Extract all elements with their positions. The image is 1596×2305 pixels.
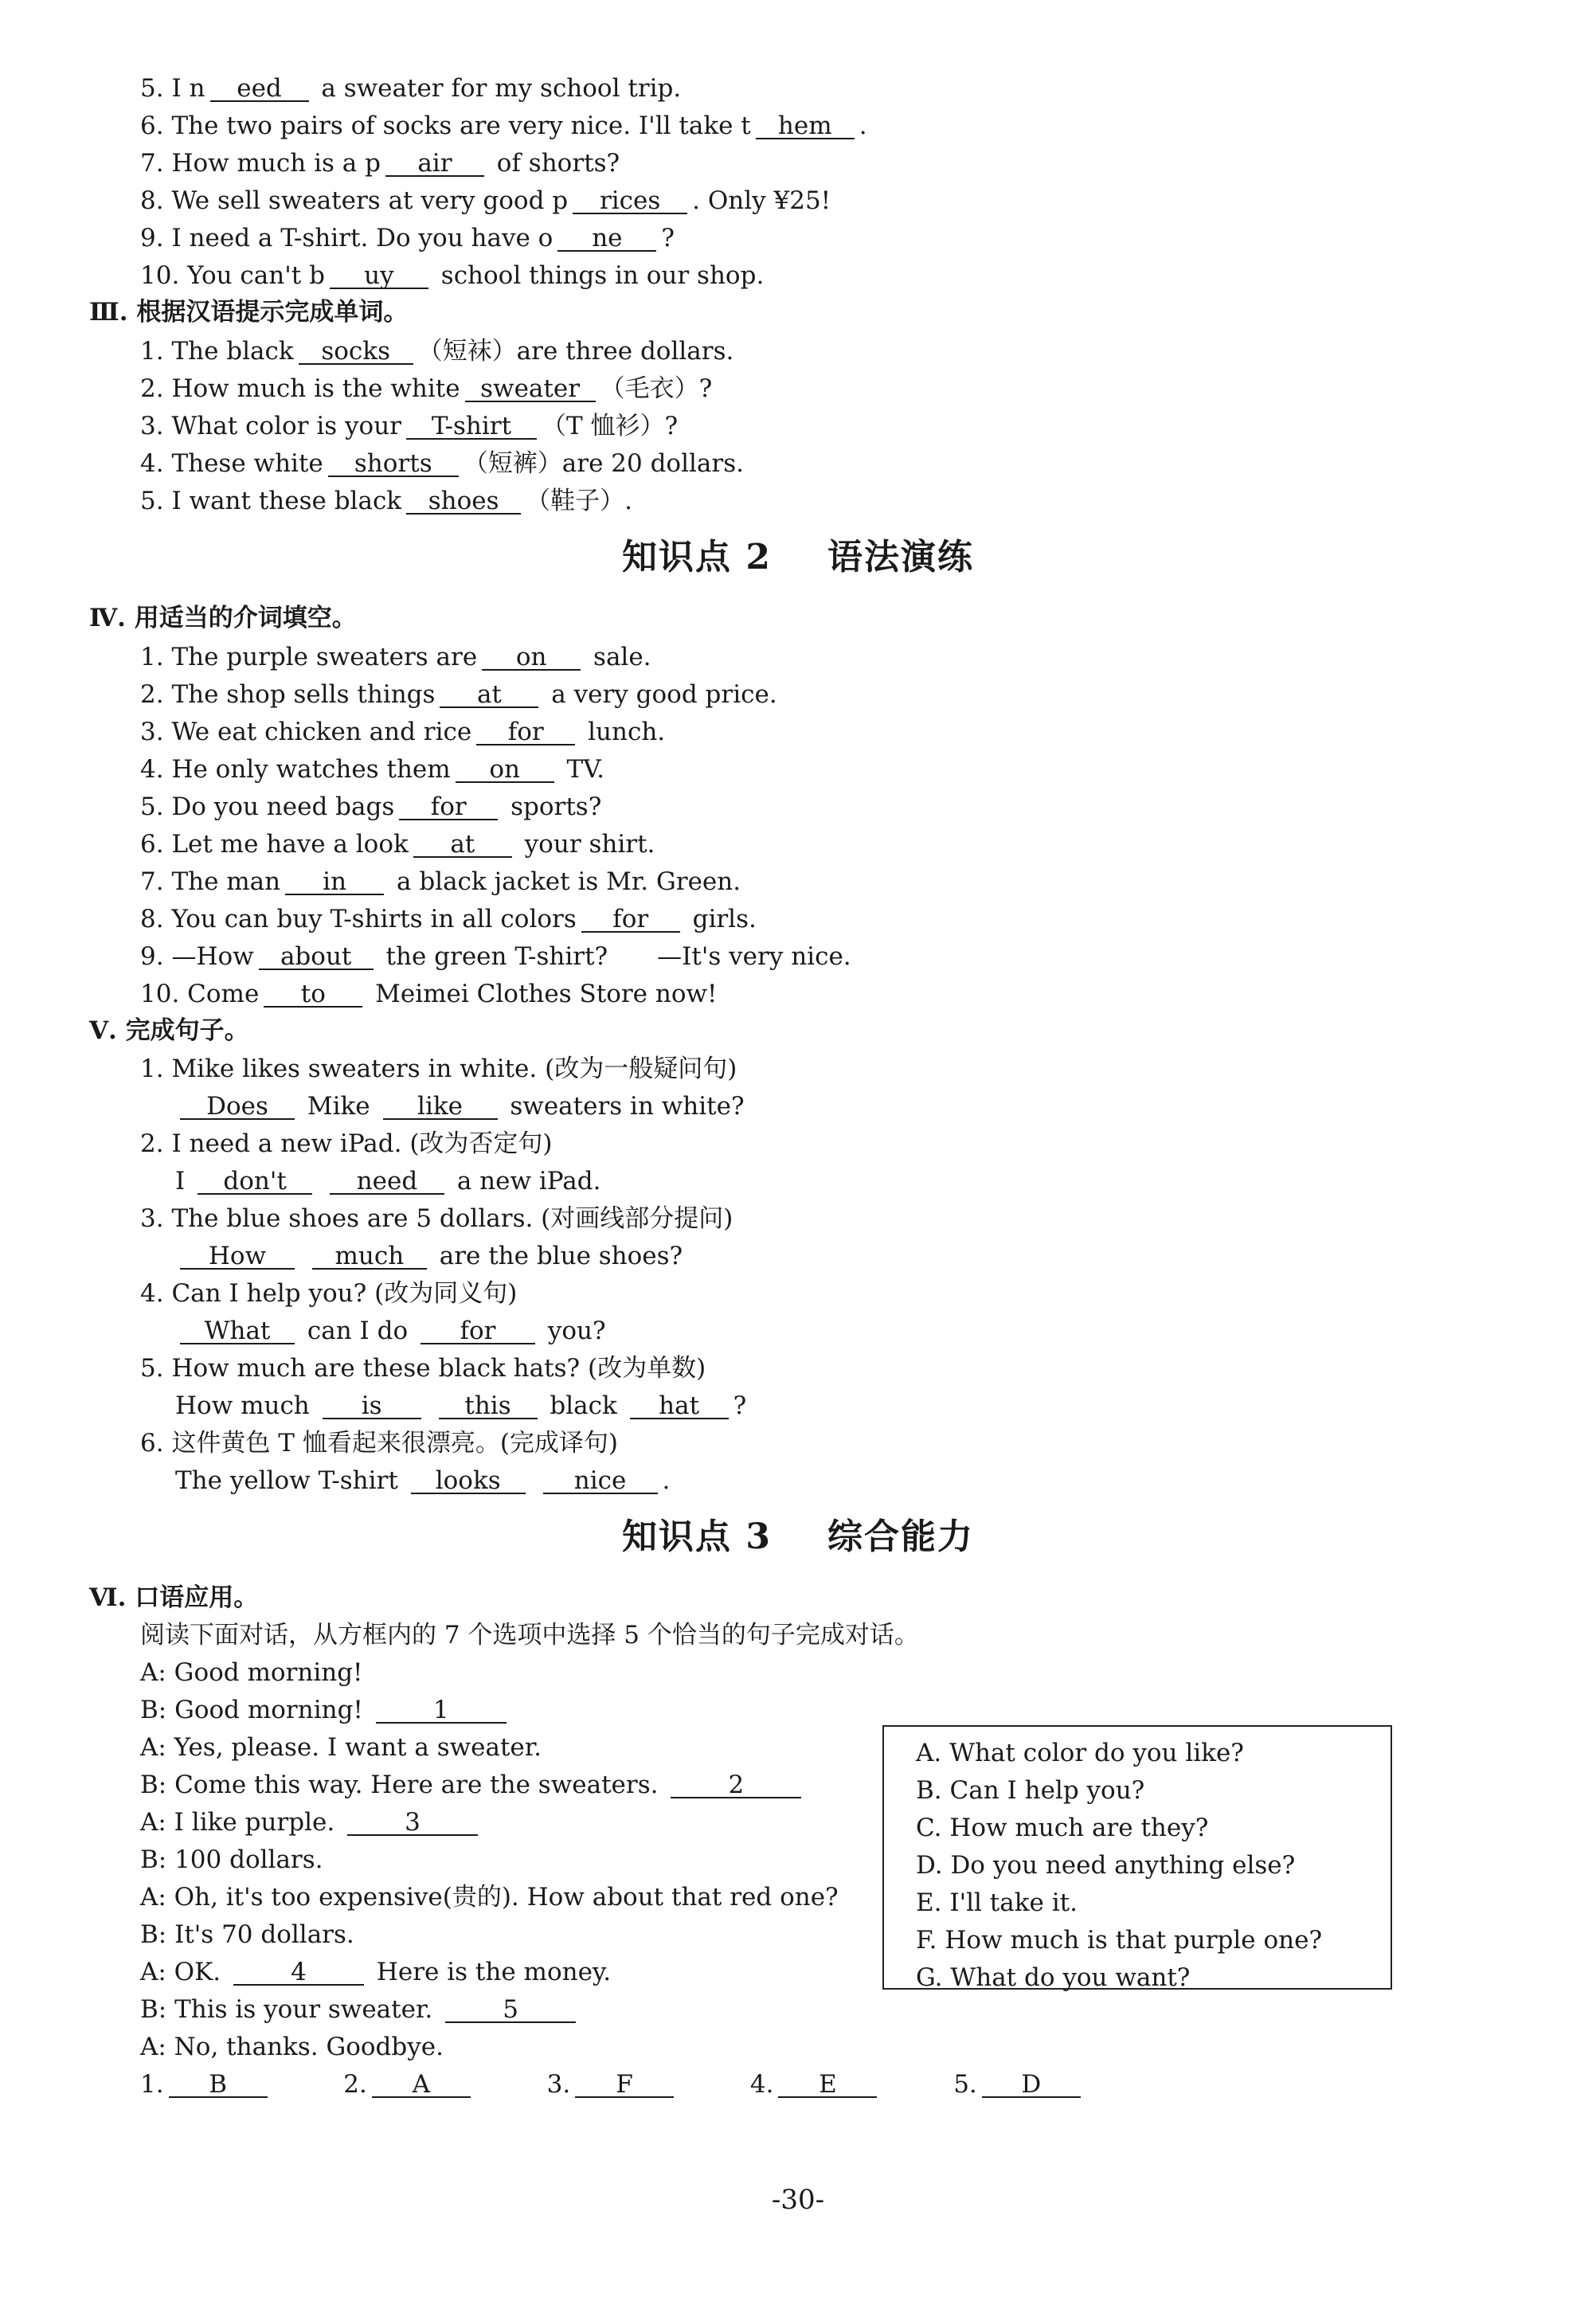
dialog-blank: 1 <box>376 1698 507 1724</box>
exercise-item: 3. What color is your T-shirt （T 恤衫）? <box>140 412 679 440</box>
exercise-item: 2. How much is the white sweater （毛衣）? <box>140 374 713 403</box>
answer-blank: B <box>169 2072 268 2098</box>
answer-row: 1. B 2. A 3. F 4. E 5. D <box>140 2069 1086 2100</box>
dialog-line: B: 100 dollars. <box>140 1845 323 1874</box>
exercise-item: 5. Do you need bags for sports? <box>140 792 602 821</box>
exercise-item: 8. You can buy T-shirts in all colors for girls. <box>140 905 757 933</box>
answer-blank: eed <box>210 76 309 102</box>
answer-blank: A <box>372 2072 471 2098</box>
exercise-item: 5. How much are these black hats? (改为单数) <box>140 1354 706 1383</box>
answer-line: What can I do for you? <box>175 1316 606 1346</box>
dialog-blank: 4 <box>233 1960 364 1986</box>
answer-blank: for <box>476 720 575 746</box>
answer-blank: uy <box>330 264 428 289</box>
dialog-line: A: I like purple. 3 <box>140 1807 483 1837</box>
answer-blank: hat <box>630 1394 729 1419</box>
exercise-item: 10. Come to Meimei Clothes Store now! <box>140 980 718 1008</box>
answer-blank: nice <box>543 1469 658 1494</box>
answer-line: The yellow T-shirt looks nice . <box>175 1466 671 1495</box>
answer-blank: need <box>330 1169 444 1195</box>
answer-line: I don't need a new iPad. <box>175 1167 601 1196</box>
exercise-item: 2. The shop sells things at a very good price. <box>140 680 777 709</box>
answer-blank: for <box>399 795 498 820</box>
dialog-line: B: Good morning! 1 <box>140 1695 511 1725</box>
exercise-item: 7. How much is a p air of shorts? <box>140 149 620 178</box>
answer-blank: on <box>456 757 554 783</box>
exercise-item: 3. The blue shoes are 5 dollars. (对画线部分提问) <box>140 1204 733 1233</box>
dialog-blank: 5 <box>445 1998 576 2023</box>
answer-blank: ne <box>557 226 656 252</box>
answer-blank: on <box>482 645 581 671</box>
dialog-line: B: Come this way. Here are the sweaters. 2 <box>140 1770 806 1800</box>
answer-blank: How <box>180 1244 295 1270</box>
answer-line: How much is this black hat ? <box>175 1391 747 1420</box>
answer-blank: sweater <box>465 377 596 402</box>
option-item: D. Do you need anything else? <box>916 1851 1296 1880</box>
answer-blank: is <box>323 1394 421 1419</box>
exercise-item: 5. I n eed a sweater for my school trip. <box>140 74 682 103</box>
dialog-line: B: It's 70 dollars. <box>140 1920 354 1949</box>
option-item: B. Can I help you? <box>916 1776 1145 1805</box>
answer-blank: this <box>439 1394 538 1419</box>
section-title: Ⅵ. 口语应用。 <box>89 1583 259 1612</box>
answer-blank: shorts <box>328 452 459 477</box>
answer-blank: at <box>440 683 538 708</box>
exercise-item: 1. The black socks （短袜）are three dollars. <box>140 337 734 366</box>
exercise-item: 3. We eat chicken and rice for lunch. <box>140 718 666 746</box>
dialog-line: A: OK. 4 Here is the money. <box>140 1958 612 1986</box>
answer-blank: don't <box>198 1169 312 1195</box>
option-item: A. What color do you like? <box>916 1739 1244 1767</box>
exercise-item: 6. The two pairs of socks are very nice. I'll take t hem . <box>140 112 867 140</box>
answer-blank: hem <box>756 114 855 139</box>
section-heading: 知识点 2 语法演练 <box>622 537 974 577</box>
exercise-item: 2. I need a new iPad. (改为否定句) <box>140 1129 553 1158</box>
answer-blank: in <box>285 870 384 895</box>
exercise-item: 1. The purple sweaters are on sale. <box>140 643 651 671</box>
dialog-blank: 3 <box>347 1810 478 1836</box>
answer-line: How much are the blue shoes? <box>175 1241 683 1271</box>
exercise-item: 7. The man in a black jacket is Mr. Green. <box>140 867 741 896</box>
answer-blank: E <box>778 2072 877 2098</box>
answer-blank: like <box>383 1094 498 1120</box>
dialog-line: A: Oh, it's too expensive(贵的). How about that red one? <box>140 1883 839 1912</box>
exercise-item: 4. He only watches them on TV. <box>140 755 605 784</box>
exercise-item: 8. We sell sweaters at very good p rices . Only ¥25! <box>140 186 831 215</box>
answer-blank: about <box>259 945 374 970</box>
answer-blank: looks <box>411 1469 526 1494</box>
exercise-item: 9. —How about the green T-shirt? —It's very nice. <box>140 942 851 971</box>
option-item: C. How much are they? <box>916 1814 1209 1842</box>
exercise-item: 5. I want these black shoes （鞋子）. <box>140 487 632 515</box>
exercise-item: 6. 这件黄色 T 恤看起来很漂亮。(完成译句) <box>140 1429 619 1458</box>
exercise-item: 1. Mike likes sweaters in white. (改为一般疑问句) <box>140 1055 737 1083</box>
answer-blank: D <box>982 2072 1081 2098</box>
options-box <box>882 1725 1392 1990</box>
answer-blank: for <box>421 1319 535 1344</box>
answer-blank: air <box>385 151 484 177</box>
exercise-item: 10. You can't b uy school things in our shop. <box>140 261 765 290</box>
exercise-item: 9. I need a T-shirt. Do you have o ne ? <box>140 224 675 252</box>
dialog-line: A: Good morning! <box>140 1658 363 1687</box>
answer-blank: for <box>581 907 680 933</box>
dialog-blank: 2 <box>671 1773 801 1798</box>
option-item: E. I'll take it. <box>916 1888 1078 1917</box>
dialog-line: A: Yes, please. I want a sweater. <box>140 1733 542 1762</box>
section-title: Ⅴ. 完成句子。 <box>89 1016 249 1045</box>
answer-blank: socks <box>299 339 413 365</box>
answer-blank: to <box>264 982 362 1008</box>
answer-blank: T-shirt <box>406 414 537 440</box>
dialog-line: B: This is your sweater. 5 <box>140 1994 581 2025</box>
answer-blank: F <box>575 2072 674 2098</box>
option-item: F. How much is that purple one? <box>916 1926 1323 1955</box>
answer-blank: rices <box>573 189 687 214</box>
answer-blank: much <box>312 1244 427 1270</box>
exercise-item: 4. Can I help you? (改为同义句) <box>140 1279 518 1308</box>
option-item: G. What do you want? <box>916 1963 1191 1992</box>
exercise-item: 6. Let me have a look at your shirt. <box>140 830 655 859</box>
answer-blank: shoes <box>406 489 521 515</box>
section-title: Ⅲ. 根据汉语提示完成单词。 <box>89 298 409 327</box>
answer-blank: Does <box>180 1094 295 1120</box>
answer-line: Does Mike like sweaters in white? <box>175 1091 745 1121</box>
instruction: 阅读下面对话，从方框内的 7 个选项中选择 5 个恰当的句子完成对话。 <box>140 1621 919 1650</box>
answer-blank: What <box>180 1319 295 1344</box>
section-heading: 知识点 3 综合能力 <box>622 1516 974 1557</box>
page-number: -30- <box>771 2184 825 2216</box>
answer-blank: at <box>413 832 512 858</box>
exercise-item: 4. These white shorts （短裤）are 20 dollars. <box>140 449 744 478</box>
section-title: Ⅳ. 用适当的介词填空。 <box>89 604 357 632</box>
dialog-line: A: No, thanks. Goodbye. <box>140 2033 444 2061</box>
